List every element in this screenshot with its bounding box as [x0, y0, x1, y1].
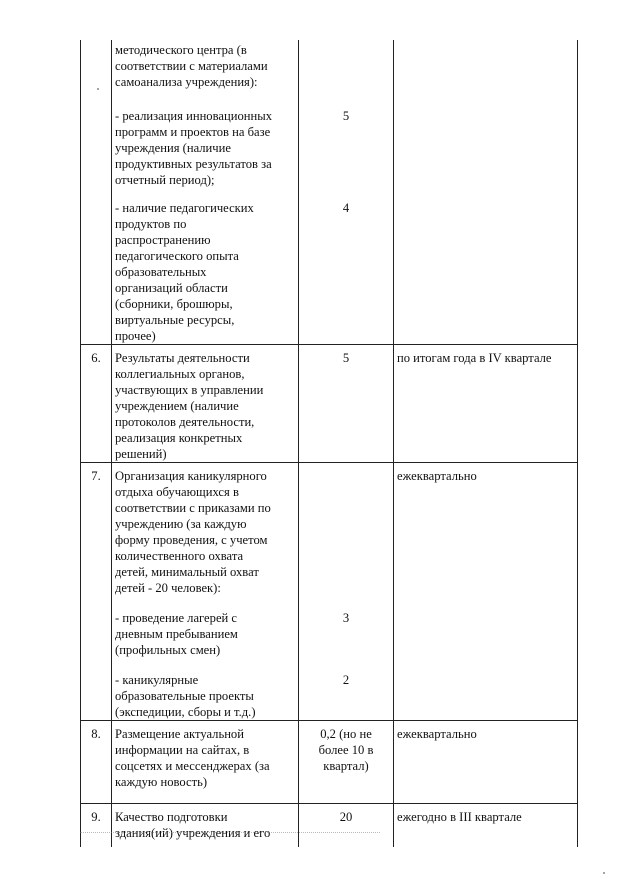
text-line: здания(ий) учреждения и его	[115, 826, 271, 840]
text-line: - реализация инновационных	[115, 109, 272, 123]
text-line: соответствии с приказами по	[115, 501, 271, 515]
points-value: 5	[342, 351, 350, 365]
text-line: дневным пребыванием	[115, 627, 238, 641]
text-line: коллегиальных органов,	[115, 367, 245, 381]
text-line: педагогического опыта	[115, 249, 239, 263]
points-cell	[299, 345, 394, 463]
text-line: соответствии с материалами	[115, 59, 268, 73]
points-value: более 10 в	[318, 743, 374, 757]
period-cell	[394, 40, 578, 345]
criterion-description	[112, 721, 299, 804]
text-line: - наличие педагогических	[115, 201, 254, 215]
text-line: (сборники, брошюры,	[115, 297, 233, 311]
criterion-description	[112, 345, 299, 463]
table-row	[81, 463, 578, 721]
table-row	[81, 804, 578, 848]
points-value: 3	[342, 611, 350, 625]
text-line: прочее)	[115, 329, 156, 343]
table-row	[81, 345, 578, 463]
period-text: ежеквартально	[397, 727, 477, 741]
text-line: методического центра (в	[115, 43, 247, 57]
text-line: учреждением (наличие	[115, 399, 239, 413]
text-line: Качество подготовки	[115, 810, 228, 824]
text-line: организаций области	[115, 281, 228, 295]
points-cell	[299, 804, 394, 848]
text-line: - каникулярные	[115, 673, 199, 687]
text-line: распространению	[115, 233, 211, 247]
table-row	[81, 721, 578, 804]
period-cell	[394, 463, 578, 721]
text-line: детей, минимальный охват	[115, 565, 259, 579]
text-line: отчетный период);	[115, 173, 215, 187]
scan-artifact-line	[80, 832, 380, 835]
scan-speck	[603, 872, 605, 874]
text-line: участвующих в управлении	[115, 383, 264, 397]
period-text: ежегодно в III квартале	[397, 810, 522, 824]
period-text: по итогам года в IV квартале	[397, 351, 552, 365]
text-line: продуктивных результатов за	[115, 157, 272, 171]
text-line: решений)	[115, 447, 167, 461]
text-line: детей - 20 человек):	[115, 581, 221, 595]
row-number: 9.	[81, 804, 112, 848]
text-line: количественного охвата	[115, 549, 244, 563]
criteria-table	[80, 40, 578, 847]
text-line: виртуальные ресурсы,	[115, 313, 235, 327]
points-value: 20	[339, 810, 353, 824]
period-text: ежеквартально	[397, 469, 477, 483]
text-line: образовательных	[115, 265, 207, 279]
text-line: Результаты деятельности	[115, 351, 250, 365]
criterion-description	[112, 463, 299, 721]
text-line: - проведение лагерей с	[115, 611, 238, 625]
document-page	[80, 40, 565, 847]
text-line: образовательные проекты	[115, 689, 254, 703]
text-line: Организация каникулярного	[115, 469, 267, 483]
points-value: квартал)	[323, 759, 369, 773]
text-line: (профильных смен)	[115, 643, 221, 657]
text-line: соцсетях и мессенджерах (за	[115, 759, 270, 773]
text-line: продуктов по	[115, 217, 187, 231]
row-number	[81, 40, 112, 345]
points-value: 4	[342, 201, 350, 215]
text-line: программ и проектов на базе	[115, 125, 271, 139]
table-row	[81, 40, 578, 345]
points-cell	[299, 721, 394, 804]
points-value: 0,2 (но не	[320, 727, 372, 741]
text-line: информации на сайтах, в	[115, 743, 250, 757]
period-cell	[394, 721, 578, 804]
text-line: отдыха обучающихся в	[115, 485, 239, 499]
criterion-description	[112, 40, 299, 345]
text-line: учреждению (за каждую	[115, 517, 247, 531]
points-value: 5	[342, 109, 350, 123]
text-line: самоанализа учреждения):	[115, 75, 258, 89]
text-line: протоколов деятельности,	[115, 415, 255, 429]
text-line: (экспедиции, сборы и т.д.)	[115, 705, 256, 719]
period-cell	[394, 804, 578, 848]
text-line: реализация конкретных	[115, 431, 243, 445]
criterion-description	[112, 804, 299, 848]
points-cell	[299, 463, 394, 721]
row-number: 7.	[81, 463, 112, 721]
period-cell	[394, 345, 578, 463]
scan-speck	[97, 88, 99, 90]
points-cell	[299, 40, 394, 345]
text-line: форму проведения, с учетом	[115, 533, 268, 547]
text-line: Размещение актуальной	[115, 727, 244, 741]
row-number: 6.	[81, 345, 112, 463]
points-value: 2	[342, 673, 350, 687]
row-number: 8.	[81, 721, 112, 804]
text-line: каждую новость)	[115, 775, 208, 789]
text-line: учреждения (наличие	[115, 141, 231, 155]
